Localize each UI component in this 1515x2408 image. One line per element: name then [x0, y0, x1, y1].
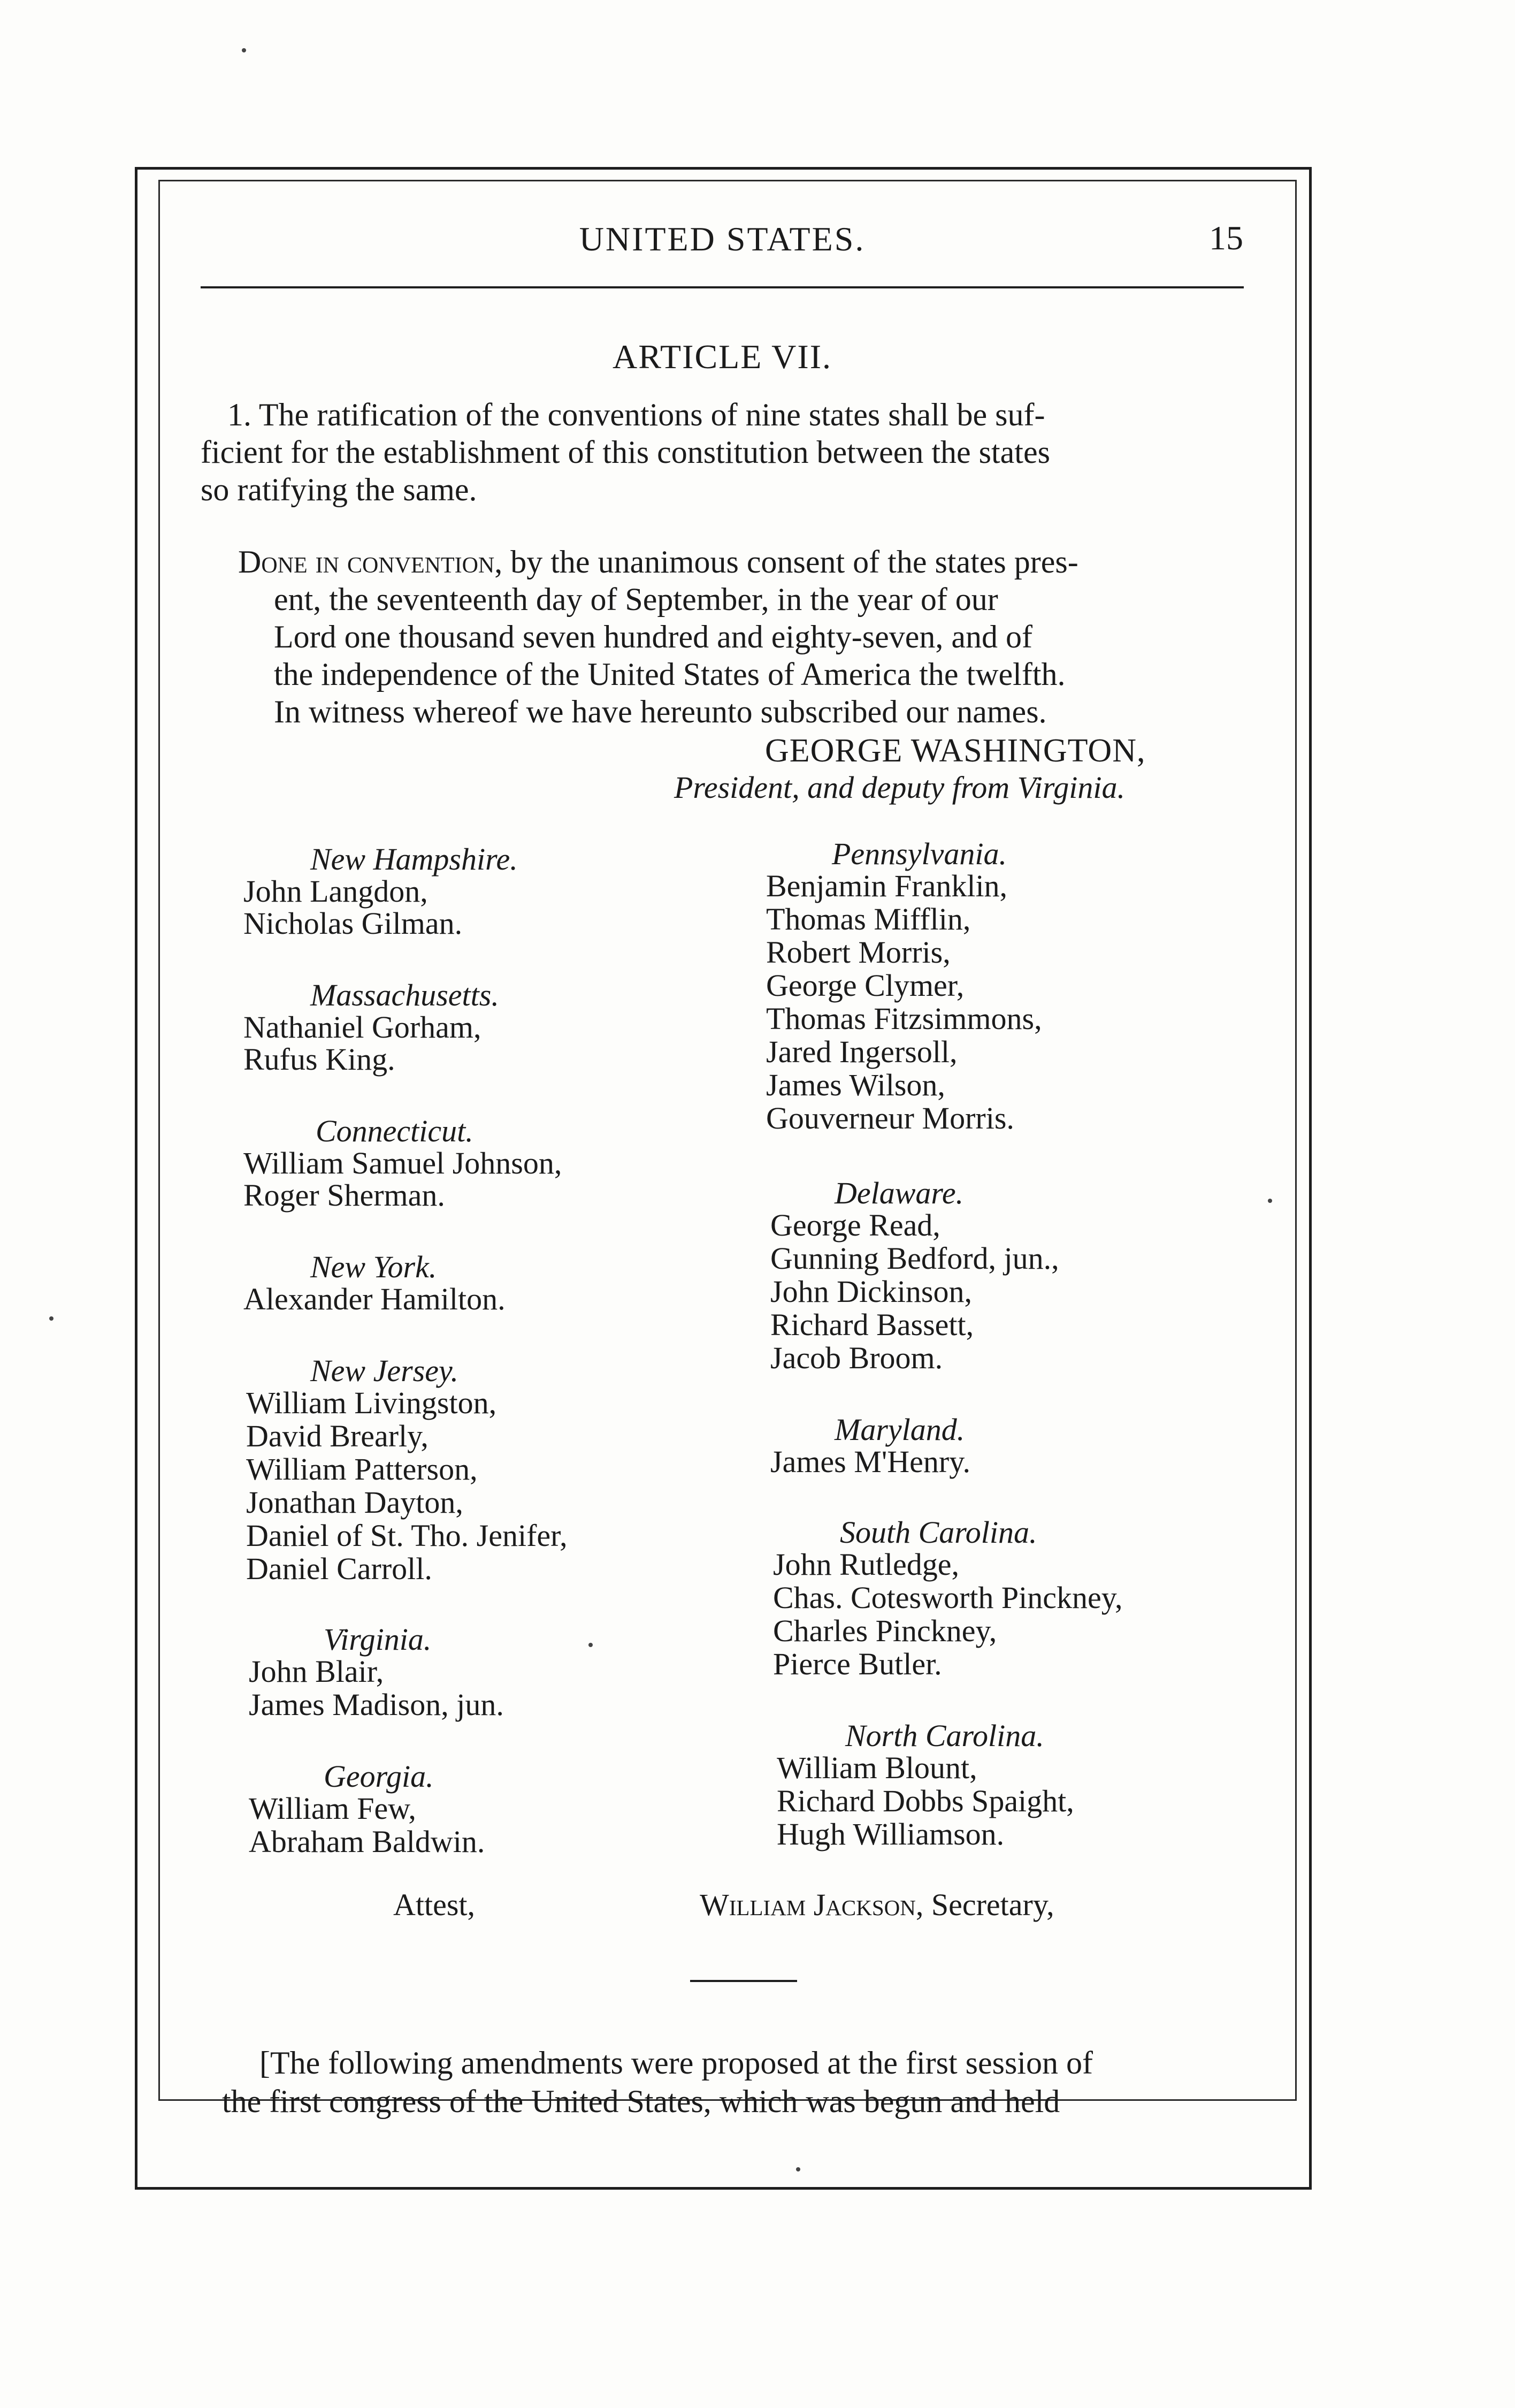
footer-note-line: [The following amendments were proposed at the first session of: [259, 2045, 1093, 2081]
signer-name: Chas. Cotesworth Pinckney,: [773, 1580, 1123, 1615]
scan-speck: [588, 1643, 593, 1647]
attest-label: Attest,: [393, 1887, 476, 1922]
signer-name: Alexander Hamilton.: [243, 1282, 506, 1316]
signer-name: Daniel Carroll.: [246, 1551, 432, 1586]
president-name: GEORGE WASHINGTON,: [765, 733, 1146, 769]
signer-name: Jared Ingersoll,: [766, 1034, 958, 1069]
state-heading: Georgia.: [324, 1759, 434, 1794]
signer-name: Richard Bassett,: [770, 1307, 974, 1342]
state-heading: Pennsylvania.: [832, 836, 1007, 871]
done-line: the independence of the United States of America the twelfth.: [274, 657, 1066, 692]
signer-name: John Blair,: [249, 1654, 384, 1689]
signer-name: William Few,: [249, 1791, 416, 1826]
article-paragraph-line: ficient for the establishment of this constitution between the states: [201, 435, 1050, 470]
footer-note-line: the first congress of the United States, which was begun and held: [222, 2084, 1060, 2119]
signer-name: Robert Morris,: [766, 935, 951, 970]
state-heading: New York.: [310, 1249, 437, 1284]
signer-name: Thomas Mifflin,: [766, 902, 971, 936]
signer-name: David Brearly,: [246, 1419, 429, 1453]
state-heading: Connecticut.: [316, 1114, 473, 1148]
state-heading: South Carolina.: [840, 1515, 1037, 1550]
signer-name: Jacob Broom.: [770, 1340, 943, 1375]
header-rule: [201, 286, 1244, 288]
attest-role: , Secretary,: [915, 1887, 1054, 1922]
signer-name: George Clymer,: [766, 968, 965, 1003]
signer-name: Daniel of St. Tho. Jenifer,: [246, 1518, 568, 1553]
state-heading: North Carolina.: [845, 1718, 1044, 1753]
done-line: Lord one thousand seven hundred and eighty-seven, and of: [274, 619, 1032, 654]
scan-speck: [796, 2167, 800, 2171]
signer-name: John Dickinson,: [770, 1274, 972, 1309]
signer-name: John Rutledge,: [773, 1547, 959, 1582]
done-paragraph-first-line: [238, 543, 1078, 581]
signer-name: Nathaniel Gorham,: [243, 1010, 481, 1045]
signer-name: Benjamin Franklin,: [766, 868, 1008, 903]
done-line: by the unanimous consent of the states pres-: [502, 544, 1078, 580]
scan-speck: [1268, 1199, 1272, 1203]
signer-name: James Madison, jun.: [249, 1687, 504, 1722]
signer-name: Abraham Baldwin.: [249, 1824, 485, 1859]
signer-name: William Samuel Johnson,: [243, 1146, 562, 1180]
done-line: ent, the seventeenth day of September, in the year of our: [274, 582, 998, 617]
signer-name: Gunning Bedford, jun.,: [770, 1241, 1059, 1276]
signer-name: John Langdon,: [243, 874, 428, 909]
president-title: President, and deputy from Virginia.: [674, 770, 1126, 805]
signer-name: Jonathan Dayton,: [246, 1485, 463, 1520]
signer-name: Hugh Williamson.: [777, 1817, 1005, 1851]
signer-name: Nicholas Gilman.: [243, 906, 463, 941]
done-line: In witness whereof we have hereunto subscribed our names.: [274, 694, 1047, 729]
signer-name: Richard Dobbs Spaight,: [777, 1784, 1074, 1818]
state-heading: Massachusetts.: [310, 978, 499, 1012]
signer-name: Roger Sherman.: [243, 1178, 445, 1213]
article-heading: ARTICLE VII.: [612, 338, 832, 376]
signer-name: Charles Pinckney,: [773, 1613, 997, 1648]
state-heading: New Jersey.: [310, 1353, 459, 1388]
signer-name: Thomas Fitzsimmons,: [766, 1001, 1042, 1036]
scan-speck: [49, 1316, 53, 1321]
page-number: 15: [1209, 219, 1243, 257]
signer-name: James M'Henry.: [770, 1444, 970, 1479]
section-divider: [690, 1980, 797, 1982]
state-heading: Delaware.: [835, 1176, 964, 1210]
done-lead: Done in convention,: [238, 544, 503, 580]
scan-speck: [242, 48, 246, 52]
signer-name: Pierce Butler.: [773, 1647, 942, 1681]
running-title: UNITED STATES.: [579, 220, 866, 258]
state-heading: Virginia.: [324, 1622, 432, 1657]
signer-name: William Patterson,: [246, 1452, 478, 1487]
attest-name: William Jackson: [700, 1887, 916, 1922]
article-paragraph-line: so ratifying the same.: [201, 472, 477, 507]
signer-name: James Wilson,: [766, 1068, 945, 1102]
state-heading: New Hampshire.: [310, 842, 518, 877]
article-paragraph-line: 1. The ratification of the conventions of nine states shall be suf-: [227, 397, 1045, 432]
attest-signature: [700, 1887, 1054, 1923]
signer-name: William Blount,: [777, 1750, 977, 1785]
signer-name: William Livingston,: [246, 1385, 497, 1420]
signer-name: Rufus King.: [243, 1042, 395, 1077]
state-heading: Maryland.: [835, 1412, 965, 1447]
signer-name: Gouverneur Morris.: [766, 1101, 1014, 1136]
signer-name: George Read,: [770, 1208, 940, 1243]
